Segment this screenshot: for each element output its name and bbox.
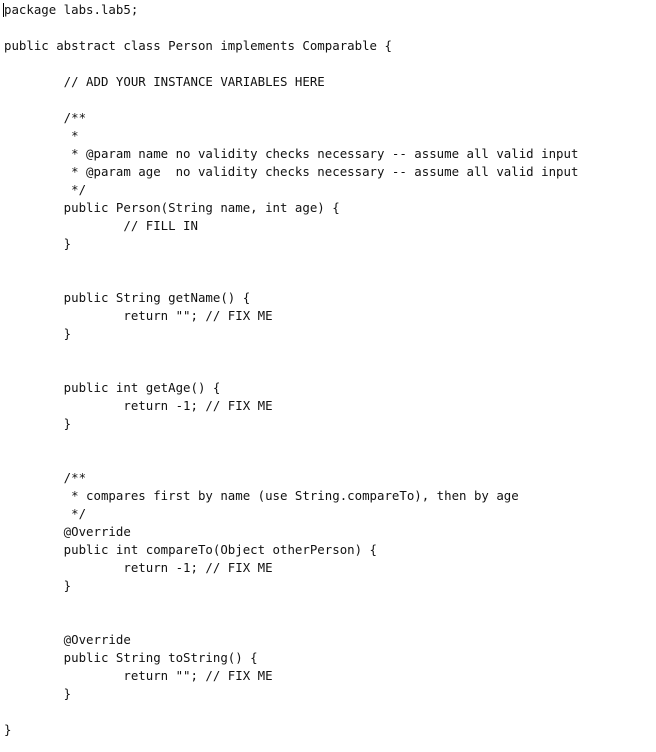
code-line-27[interactable]: /**	[4, 470, 87, 485]
code-line-5[interactable]: // ADD YOUR INSTANCE VARIABLES HERE	[4, 74, 325, 89]
code-line-29[interactable]: */	[4, 506, 87, 521]
code-line-12[interactable]: public Person(String name, int age) {	[4, 200, 340, 215]
code-line-32[interactable]: return -1; // FIX ME	[4, 560, 273, 575]
code-line-37[interactable]: public String toString() {	[4, 650, 258, 665]
code-line-3[interactable]: public abstract class Person implements Comparable {	[4, 38, 392, 53]
code-line-13[interactable]: // FILL IN	[4, 218, 198, 233]
code-line-10[interactable]: * @param age no validity checks necessary -- assume all valid input	[4, 164, 579, 179]
code-line-28[interactable]: * compares first by name (use String.compareTo), then by age	[4, 488, 519, 503]
code-line-19[interactable]: }	[4, 326, 72, 341]
code-line-22[interactable]: public int getAge() {	[4, 380, 221, 395]
code-line-1[interactable]: package labs.lab5;	[4, 2, 139, 17]
code-line-17[interactable]: public String getName() {	[4, 290, 251, 305]
code-line-23[interactable]: return -1; // FIX ME	[4, 398, 273, 413]
code-line-9[interactable]: * @param name no validity checks necessary -- assume all valid input	[4, 146, 579, 161]
code-line-7[interactable]: /**	[4, 110, 87, 125]
code-line-39[interactable]: }	[4, 686, 72, 701]
code-line-38[interactable]: return ""; // FIX ME	[4, 668, 273, 683]
code-line-18[interactable]: return ""; // FIX ME	[4, 308, 273, 323]
code-line-36[interactable]: @Override	[4, 632, 131, 647]
code-line-24[interactable]: }	[4, 416, 72, 431]
code-line-8[interactable]: *	[4, 128, 79, 143]
code-line-14[interactable]: }	[4, 236, 72, 251]
code-line-33[interactable]: }	[4, 578, 72, 593]
code-line-31[interactable]: public int compareTo(Object otherPerson) {	[4, 542, 377, 557]
code-line-11[interactable]: */	[4, 182, 87, 197]
code-line-41[interactable]: }	[4, 722, 12, 737]
code-line-30[interactable]: @Override	[4, 524, 131, 539]
